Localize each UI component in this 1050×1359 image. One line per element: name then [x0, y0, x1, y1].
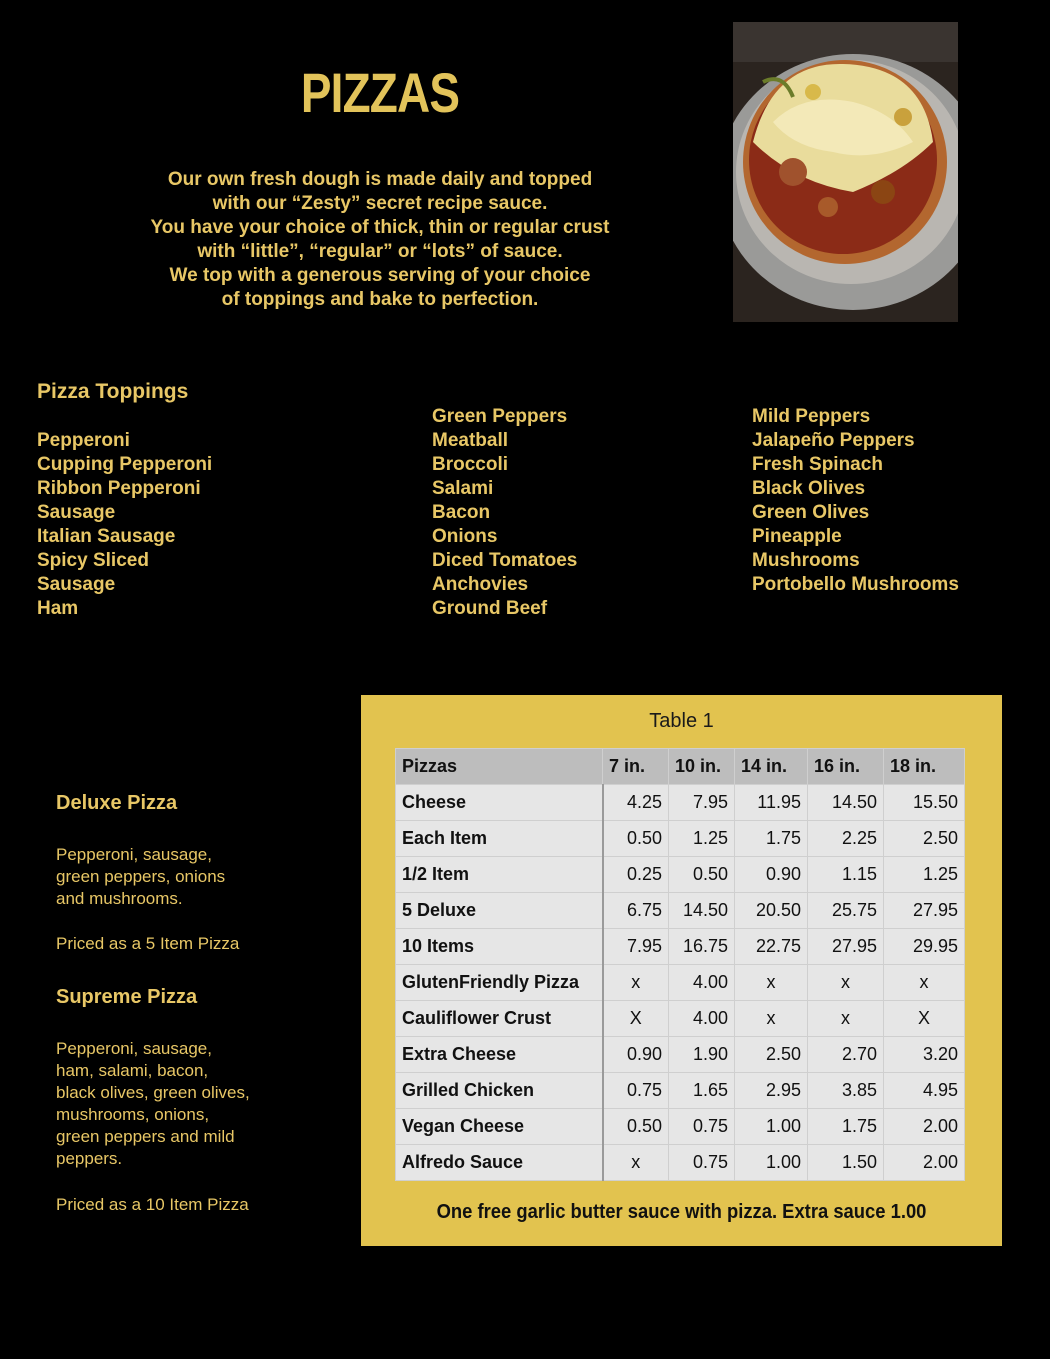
price-cell: 0.50	[669, 857, 735, 893]
price-cell: 0.90	[735, 857, 808, 893]
table-row	[396, 929, 965, 965]
topping-item: Green Peppers	[432, 406, 568, 427]
pizza-photo	[733, 22, 958, 322]
topping-item: Anchovies	[432, 574, 529, 595]
description-line: peppers.	[56, 1149, 123, 1168]
supreme-price-note: Priced as a 10 Item Pizza	[56, 1195, 249, 1214]
price-cell: 15.50	[884, 785, 965, 821]
intro-line: with our “Zesty” secret recipe sauce.	[212, 193, 548, 214]
price-cell: 27.95	[884, 893, 965, 929]
deluxe-price-note: Priced as a 5 Item Pizza	[56, 934, 240, 953]
topping-item: Ribbon Pepperoni	[37, 478, 201, 499]
header-cell: 18 in.	[884, 749, 965, 785]
topping-item: Green Olives	[752, 502, 870, 523]
row-label-cell: Each Item	[396, 821, 603, 857]
price-cell: 2.00	[884, 1145, 965, 1181]
table-row	[396, 857, 965, 893]
row-label-cell: Extra Cheese	[396, 1037, 603, 1073]
intro-line: with “little”, “regular” or “lots” of sauce.	[197, 241, 563, 262]
topping-item: Black Olives	[752, 478, 866, 499]
row-label-cell: Cauliflower Crust	[396, 1001, 603, 1037]
table-row	[396, 1037, 965, 1073]
toppings-heading: Pizza Toppings	[37, 380, 189, 403]
row-label-cell: 1/2 Item	[396, 857, 603, 893]
row-label-cell: Vegan Cheese	[396, 1109, 603, 1145]
price-cell: 3.85	[808, 1073, 884, 1109]
price-cell: 4.95	[884, 1073, 965, 1109]
price-cell: 20.50	[735, 893, 808, 929]
price-cell: 0.75	[669, 1109, 735, 1145]
price-cell: 3.20	[884, 1037, 965, 1073]
price-cell: 0.75	[603, 1073, 669, 1109]
price-cell: 14.50	[669, 893, 735, 929]
intro-line: of toppings and bake to perfection.	[221, 289, 539, 310]
topping-item: Ground Beef	[432, 598, 548, 619]
price-cell: 0.50	[603, 1109, 669, 1145]
page-title: PIZZAS	[300, 61, 460, 124]
topping-item: Bacon	[432, 502, 491, 523]
description-line: black olives, green olives,	[56, 1083, 250, 1102]
topping-item: Sausage	[37, 502, 116, 523]
price-cell: 22.75	[735, 929, 808, 965]
intro-line: We top with a generous serving of your choice	[169, 265, 591, 286]
topping-item: Pepperoni	[37, 430, 130, 451]
price-cell: 1.90	[669, 1037, 735, 1073]
price-cell: x	[808, 1001, 884, 1037]
price-cell: 4.00	[669, 965, 735, 1001]
supreme-heading: Supreme Pizza	[56, 986, 198, 1008]
topping-item: Jalapeño Peppers	[752, 430, 915, 451]
table-caption: Table 1	[649, 710, 714, 732]
topping-item: Spicy Sliced	[37, 550, 149, 571]
header-cell: Pizzas	[396, 749, 603, 785]
table-row	[396, 965, 965, 1001]
table-row	[396, 785, 965, 821]
price-cell: 14.50	[808, 785, 884, 821]
topping-item: Onions	[432, 526, 498, 547]
price-cell: 1.65	[669, 1073, 735, 1109]
row-label-cell: Grilled Chicken	[396, 1073, 603, 1109]
price-cell: 29.95	[884, 929, 965, 965]
table-row	[396, 1001, 965, 1037]
row-label-cell: GlutenFriendly Pizza	[396, 965, 603, 1001]
price-cell: X	[603, 1001, 669, 1037]
intro-line: You have your choice of thick, thin or regular crust	[150, 217, 610, 238]
price-panel	[361, 695, 1002, 1246]
deluxe-heading: Deluxe Pizza	[56, 792, 178, 814]
price-cell: 1.25	[669, 821, 735, 857]
topping-item: Broccoli	[432, 454, 509, 475]
deluxe-description	[56, 844, 296, 910]
header-cell: 10 in.	[669, 749, 735, 785]
price-cell: x	[884, 965, 965, 1001]
topping-item: Sausage	[37, 574, 116, 595]
price-cell: 1.25	[884, 857, 965, 893]
price-cell: 2.95	[735, 1073, 808, 1109]
price-cell: 1.00	[735, 1109, 808, 1145]
price-cell: 27.95	[808, 929, 884, 965]
price-cell: 2.25	[808, 821, 884, 857]
price-cell: 1.50	[808, 1145, 884, 1181]
row-label-cell: Cheese	[396, 785, 603, 821]
topping-item: Mushrooms	[752, 550, 860, 571]
price-cell: x	[735, 1001, 808, 1037]
header-cell: 7 in.	[603, 749, 669, 785]
price-cell: 1.75	[808, 1109, 884, 1145]
toppings-column-1	[37, 429, 212, 621]
price-cell: 2.50	[884, 821, 965, 857]
price-cell: 25.75	[808, 893, 884, 929]
table-row	[396, 893, 965, 929]
price-cell: 6.75	[603, 893, 669, 929]
toppings-column-2	[432, 405, 577, 621]
header-cell: 16 in.	[808, 749, 884, 785]
price-cell: x	[603, 1145, 669, 1181]
topping-item: Fresh Spinach	[752, 454, 883, 475]
table-row	[396, 1145, 965, 1181]
price-cell: 4.00	[669, 1001, 735, 1037]
topping-item: Portobello Mushrooms	[752, 574, 959, 595]
price-cell: 0.50	[603, 821, 669, 857]
price-cell: x	[808, 965, 884, 1001]
description-line: Pepperoni, sausage,	[56, 845, 212, 864]
price-cell: 2.70	[808, 1037, 884, 1073]
topping-item: Salami	[432, 478, 494, 499]
price-cell: x	[603, 965, 669, 1001]
price-cell: 2.00	[884, 1109, 965, 1145]
supreme-description	[56, 1038, 296, 1170]
row-label-cell: 10 Items	[396, 929, 603, 965]
description-line: mushrooms, onions,	[56, 1105, 210, 1124]
description-line: and mushrooms.	[56, 889, 183, 908]
price-cell: x	[735, 965, 808, 1001]
price-cell: 0.25	[603, 857, 669, 893]
topping-item: Pineapple	[752, 526, 842, 547]
topping-item: Mild Peppers	[752, 406, 871, 427]
topping-item: Ham	[37, 598, 79, 619]
price-cell: 7.95	[669, 785, 735, 821]
price-cell: 7.95	[603, 929, 669, 965]
description-line: ham, salami, bacon,	[56, 1061, 209, 1080]
description-line: green peppers and mild	[56, 1127, 235, 1146]
topping-item: Italian Sausage	[37, 526, 176, 547]
price-cell: 1.15	[808, 857, 884, 893]
table-header-row	[396, 749, 965, 785]
table-row	[396, 821, 965, 857]
price-cell: 2.50	[735, 1037, 808, 1073]
sauce-note: One free garlic butter sauce with pizza. Extra sauce 1.00	[436, 1201, 927, 1223]
price-table-body	[396, 785, 965, 1181]
row-label-cell: Alfredo Sauce	[396, 1145, 603, 1181]
price-cell: 4.25	[603, 785, 669, 821]
price-cell: 1.00	[735, 1145, 808, 1181]
description-line: Pepperoni, sausage,	[56, 1039, 212, 1058]
topping-item: Diced Tomatoes	[432, 550, 578, 571]
price-cell: 0.75	[669, 1145, 735, 1181]
table-row	[396, 1109, 965, 1145]
description-line: green peppers, onions	[56, 867, 226, 886]
price-cell: 16.75	[669, 929, 735, 965]
price-cell: 11.95	[735, 785, 808, 821]
row-label-cell: 5 Deluxe	[396, 893, 603, 929]
intro-line: Our own fresh dough is made daily and topped	[167, 169, 593, 190]
price-cell: 1.75	[735, 821, 808, 857]
price-cell: 0.90	[603, 1037, 669, 1073]
topping-item: Cupping Pepperoni	[37, 454, 213, 475]
price-cell: X	[884, 1001, 965, 1037]
topping-item: Meatball	[432, 430, 509, 451]
intro-text	[100, 168, 660, 312]
table-row	[396, 1073, 965, 1109]
toppings-column-3	[752, 405, 959, 597]
header-cell: 14 in.	[735, 749, 808, 785]
price-table	[395, 748, 965, 1181]
